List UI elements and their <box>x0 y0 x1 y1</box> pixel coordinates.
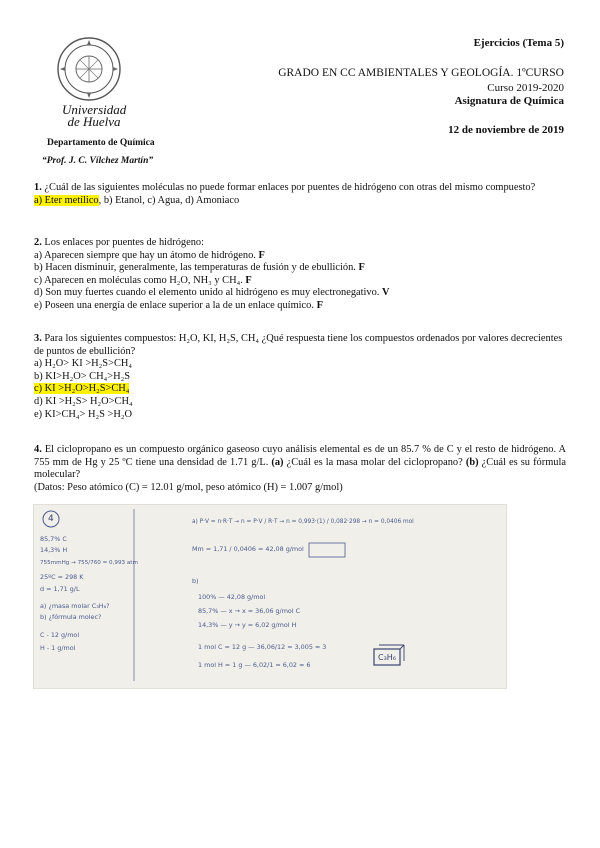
list-item <box>34 383 566 396</box>
question-3-answer: c) KI >H₂O>H₂S>CH₄ <box>34 383 130 395</box>
question-1-number: 1. <box>34 182 42 193</box>
question-4-data: (Datos: Peso atómico (C) = 12.01 g/mol, peso atómico (H) = 1.007 g/mol) <box>34 481 343 493</box>
question-2 <box>34 237 566 313</box>
question-2-number: 2. <box>34 237 42 248</box>
university-name: Universidad de Huelva <box>62 102 127 129</box>
question-2-text: Los enlaces por puentes de hidrógeno: <box>44 237 204 248</box>
list-item: b) Hacen disminuir, generalmente, las temperaturas de fusión y de ebullición. F <box>34 262 365 274</box>
exercise-title: Ejercicios (Tema 5) <box>473 37 564 49</box>
question-4-number: 4. <box>34 444 42 455</box>
professor-name: “Prof. J. C. Vílchez Martín” <box>42 156 154 166</box>
list-item: b) KI>H₂O> CH₄>H₂S <box>34 370 130 382</box>
question-1-options: , b) Etanol, c) Agua, d) Amoniaco <box>98 194 240 206</box>
list-item: a) Aparecen siempre que hay un átomo de hidrógeno. F <box>34 249 265 261</box>
list-item: a) H₂O> KI >H₂S>CH₄ <box>34 358 133 370</box>
question-1-text: ¿Cuál de las siguientes moléculas no puede formar enlaces por puentes de hidrógeno con otras del mismo compuesto? <box>44 182 536 193</box>
question-1-answer: a) Eter metílico <box>34 194 99 206</box>
question-3-number: 3. <box>34 333 42 344</box>
question-4: 4. El ciclopropano es un compuesto orgánico gaseoso cuyo análisis elemental es de un 85.7 % de C y el resto de hidrógeno. A 755 mm de Hg y 25 ºC tiene una densidad de 1.71 g/L. (a) ¿Cuál es la masa molar del ciclopropano? (b) ¿Cuál es su fórmula molecular? (Datos: Peso atómico (C) = 12.01 g/mol, peso atómico (H) = 1.007 g/mol) <box>34 444 566 493</box>
course-year: Curso 2019-2020 <box>487 82 564 94</box>
handwritten-solution-photo: 4 85,7% C 14,3% H 755mmHg → 755/760 = 0,993 atm 25ºC = 298 K d = 1,71 g/L a) ¿masa molar C₃H₆? b) ¿fórmula molec? C - 12 g/mol H - 1 g/mol a) P·V = n·R·T → n = P·V / R·T → n = 0,993·(1) / 0,082·298 → n = 0,0406 mol Mm = 1,71 / 0,0406 = 42,08 g/mol b) 100% — 42,08 g/mol 85,7% — x → x = 36,06 g/mol C 14,3% — y → y = 6,02 g/mol H 1 mol C = 12 g — 36,06/12 = 3,005 ≈ 3 1 mol H = 1 g — 6,02/1 = 6,02 ≈ 6 C₃H₆ <box>33 504 507 689</box>
degree-title: GRADO EN CC AMBIENTALES Y GEOLOGÍA. 1ºCURSO <box>278 67 564 79</box>
exercise-date: 12 de noviembre de 2019 <box>448 124 564 136</box>
subject-title: Asignatura de Química <box>454 95 564 107</box>
list-item: e) KI>CH₄> H₂S >H₂O <box>34 408 133 420</box>
list-item: e) Poseen una energía de enlace superior a la de un enlace químico. F <box>34 299 323 311</box>
question-3-text: Para los siguientes compuestos: H₂O, KI, H₂S, CH₄ ¿Qué respuesta tiene los compuestos ordenados por valores decrecientes de puntos de ebullición? <box>34 333 563 357</box>
list-item: d) Son muy fuertes cuando el elemento unido al hidrógeno es muy electronegativo. V <box>34 287 390 299</box>
question-1 <box>34 182 566 207</box>
list-item: c) Aparecen en moléculas como H₂O, NH₃ y CH₄. F <box>34 274 252 286</box>
list-item: d) KI >H₂S> H₂O>CH₄ <box>34 395 133 407</box>
department-name: Departamento de Química <box>47 138 155 148</box>
university-seal-icon <box>56 36 122 102</box>
question-3 <box>34 333 566 421</box>
